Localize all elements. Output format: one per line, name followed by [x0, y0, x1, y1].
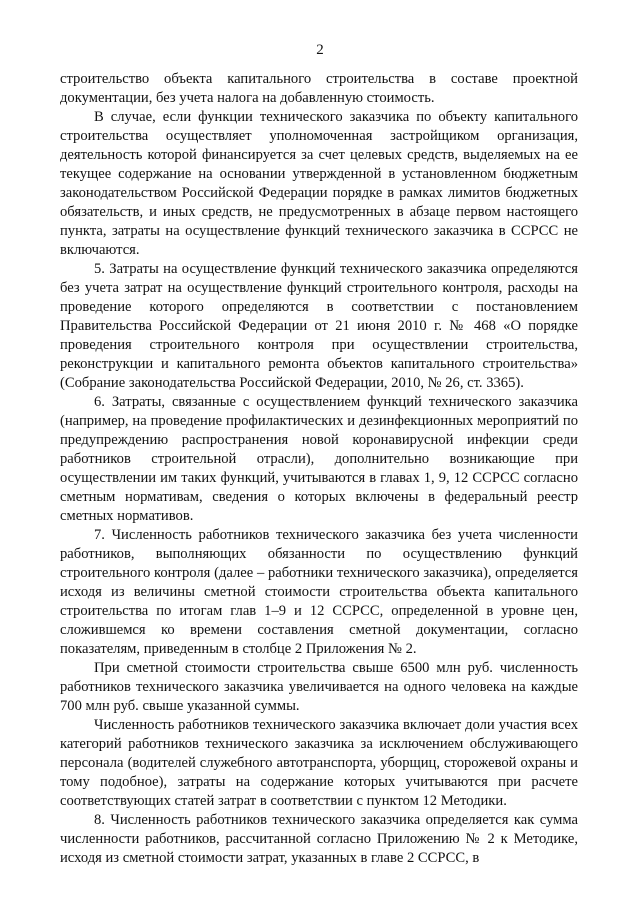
paragraph-staff-composition: Численность работников технического заказчика включает доли участия всех категорий работников технического заказчика за исключением обслуживающего персонала (водителей служебного автотранспорта, уборщиц, сторожевой охраны и тому подобное), затраты на содержание которых учитываются при расчете соответствующих статей затрат в соответствии с пунктом 12 Методики. [60, 717, 578, 809]
paragraph-staff-increase: При сметной стоимости строительства свыше 6500 млн руб. численность работников технического заказчика увеличивается на одного человека на каждые 700 млн руб. свыше указанной суммы. [60, 660, 578, 714]
paragraph-customer-organization: В случае, если функции технического заказчика по объекту капитального строительства осуществляет уполномоченная застройщиком организация, деятельность которой финансируется за счет целевых средств, выделяемых на ее текущее содержание на основании утвержденной в установленном бюджетным законодательством Российской Федерации порядке в рамках лимитов бюджетных обязательств, и иных средств, не предусмотренных в абзаце первом настоящего пункта, затраты на осуществление функций технического заказчика в ССРСС не включаются. [60, 109, 578, 258]
document-body [60, 70, 578, 868]
paragraph-item-6: 6. Затраты, связанные с осуществлением функций технического заказчика (например, на проведение профилактических и дезинфекционных мероприятий по предупреждению распространения новой коронавирусной инфекции среди работников строительной отрасли), дополнительно возникающие при осуществлении им таких функций, учитываются в главах 1, 9, 12 ССРСС согласно сметным нормативам, сведения о которых включены в федеральный реестр сметных нормативов. [60, 394, 578, 524]
paragraph-item-7: 7. Численность работников технического заказчика без учета численности работников, выполняющих обязанности по осуществлению функций строительного контроля (далее – работники технического заказчика), определяется исходя из величины сметной стоимости строительства объекта капитального строительства по итогам глав 1–9 и 12 ССРСС, определенной в уровне цен, сложившемся ко времени составления сметной документации, согласно показателям, приведенным в столбце 2 Приложения № 2. [60, 527, 578, 657]
paragraph-item-5: 5. Затраты на осуществление функций технического заказчика определяются без учета затрат на осуществление функций строительного контроля, расходы на проведение которого определяются в соответствии с постановлением Правительства Российской Федерации от 21 июня 2010 г. № 468 «О порядке проведения строительного контроля при осуществлении строительства, реконструкции и капитального ремонта объектов капитального строительства» (Собрание законодательства Российской Федерации, 2010, № 26, ст. 3365). [60, 261, 578, 391]
paragraph-continuation: строительство объекта капитального строительства в составе проектной документации, без учета налога на добавленную стоимость. [60, 71, 578, 106]
page-number: 2 [316, 42, 324, 58]
paragraph-item-8: 8. Численность работников технического заказчика определяется как сумма численности работников, рассчитанной согласно Приложению № 2 к Методике, исходя из сметной стоимости затрат, указанных в главе 2 ССРСС, в [60, 812, 578, 866]
